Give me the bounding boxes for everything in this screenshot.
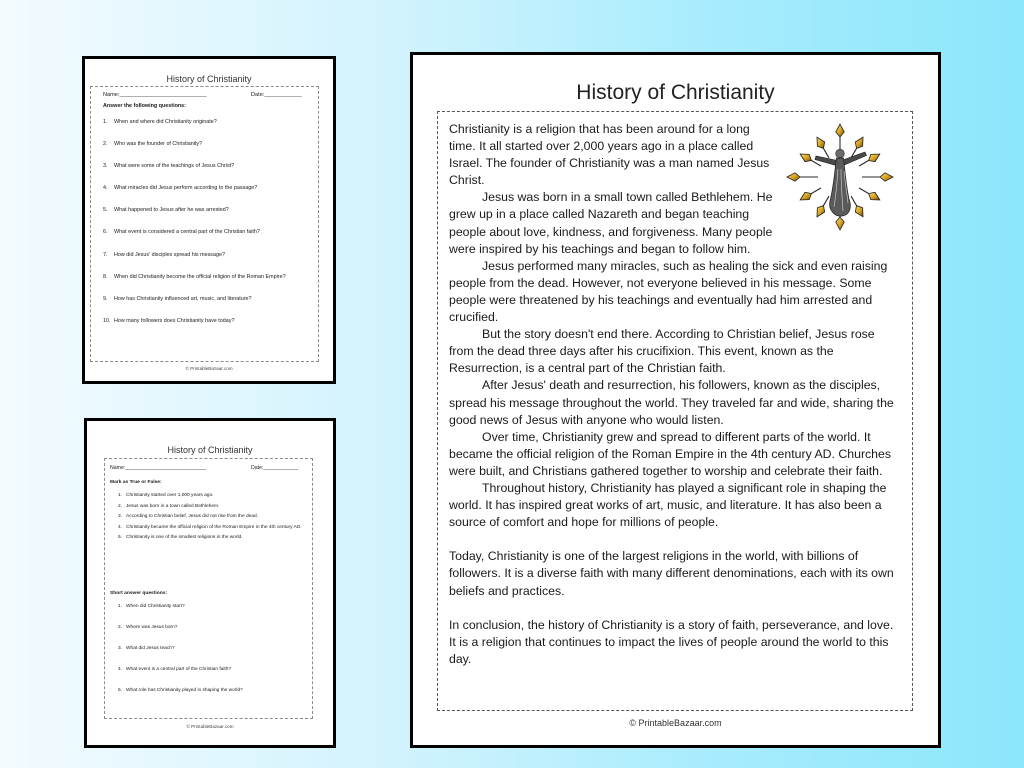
instruction-heading: Answer the following questions: <box>103 103 186 109</box>
item-number: 4. <box>118 667 123 672</box>
reading-passage-sheet[interactable] <box>410 52 941 748</box>
worksheet-footer-credit: © PrintableBazaar.com <box>186 724 234 729</box>
true-false-heading: Mark as True or False: <box>110 480 162 485</box>
question-number: 6. <box>103 229 108 236</box>
item-text: Christianity started over 1,000 years ago. <box>126 493 214 498</box>
question-text: How did Jesus' disciples spread his message? <box>114 251 225 258</box>
question-text: What were some of the teachings of Jesus Christ? <box>114 163 235 170</box>
christ-starburst-icon <box>779 121 901 233</box>
worksheet-questions-thumbnail[interactable] <box>82 56 336 384</box>
question-number: 3. <box>103 163 108 170</box>
item-text: Christianity is one of the smallest religions in the world. <box>126 535 243 540</box>
item-text: According to Christian belief, Jesus did not rise from the dead. <box>126 514 258 519</box>
question-number: 10. <box>103 317 111 324</box>
question-item <box>103 184 315 206</box>
question-item <box>103 273 315 295</box>
item-text: When did Christianity start? <box>126 604 185 609</box>
question-text: How many followers does Christianity have today? <box>114 317 235 324</box>
worksheet-footer-credit: © PrintableBazaar.com <box>185 366 233 371</box>
item-number: 4. <box>118 524 123 530</box>
short-answer-item <box>118 603 304 624</box>
true-false-item <box>118 502 304 513</box>
item-number: 3. <box>118 646 123 651</box>
short-answer-list <box>118 603 304 708</box>
date-field-label: Date:____________ <box>251 465 299 471</box>
short-answer-heading: Short answer questions: <box>110 591 168 596</box>
question-item <box>103 295 315 317</box>
passage-paragraph: Over time, Christianity grew and spread to different parts of the world. It became the official religion of the Roman Empire in the 4th century AD. Churches were built, and Christians gathered together to worship and celebrate their faith. <box>449 429 892 478</box>
passage-paragraph: After Jesus' death and resurrection, his followers, known as the disciples, spread his message throughout the world. They traveled far and wide, sharing the good news of Jesus with anyone who would listen. <box>449 378 894 427</box>
true-false-item <box>118 533 304 544</box>
item-number: 1. <box>118 493 123 498</box>
item-number: 5. <box>118 688 123 693</box>
worksheet-title: History of Christianity <box>167 445 253 455</box>
question-number: 2. <box>103 141 108 148</box>
short-answer-item <box>118 624 304 645</box>
worksheet-true-false-thumbnail[interactable] <box>84 418 336 748</box>
item-text: What event is a central part of the Christian faith? <box>126 667 232 672</box>
worksheet-content-box <box>90 86 319 362</box>
question-text: What happened to Jesus after he was arrested? <box>114 207 229 214</box>
question-item <box>103 251 315 273</box>
item-number: 2. <box>118 503 123 509</box>
worksheet-content-box <box>104 458 313 719</box>
true-false-list <box>118 491 304 544</box>
question-text: When and where did Christianity originate? <box>114 119 217 125</box>
question-item <box>103 206 315 228</box>
passage-paragraph: Jesus was born in a small town called Bethlehem. He grew up in a place called Nazareth and began teaching people about love, kindness, and forgiveness. Many people were inspired by his teachings and began to follow him. <box>449 190 773 256</box>
true-false-item <box>118 512 304 523</box>
item-text: Where was Jesus born? <box>126 625 178 630</box>
question-text: Who was the founder of Christianity? <box>114 141 203 148</box>
item-number: 5. <box>118 535 123 540</box>
date-field-label: Date:____________ <box>251 92 302 98</box>
question-text: When did Christianity become the official religion of the Roman Empire? <box>114 273 286 280</box>
question-number: 9. <box>103 295 108 302</box>
passage-paragraph: Throughout history, Christianity has played a significant role in shaping the world. It has inspired great works of art, music, and literature. It has also been a source of comfort and hope for millions of people. <box>449 480 887 530</box>
worksheet-title: History of Christianity <box>166 74 252 84</box>
question-item <box>103 140 315 162</box>
question-list <box>103 118 315 339</box>
question-text: What miracles did Jesus perform according to the passage? <box>114 185 258 192</box>
item-number: 2. <box>118 625 123 630</box>
short-answer-item <box>118 666 304 687</box>
true-false-item <box>118 523 304 534</box>
passage-paragraph: Today, Christianity is one of the largest religions in the world, with billions of followers. It is a diverse faith with many different denominations, each with its own beliefs and practices. <box>449 549 894 598</box>
question-item <box>103 317 315 339</box>
item-number: 3. <box>118 514 123 519</box>
item-text: What role has Christianity played in shaping the world? <box>126 688 243 693</box>
item-text: Jesus was born in a town called Bethlehem. <box>126 503 220 509</box>
question-item <box>103 162 315 184</box>
reading-passage-box <box>437 111 913 711</box>
question-number: 5. <box>103 207 108 214</box>
passage-paragraph: In conclusion, the history of Christianity is a story of faith, perseverance, and love. It is a religion that continues to impact the lives of people around the world to this day. <box>449 617 894 666</box>
name-field-label: Name:____________________________ <box>110 465 207 471</box>
short-answer-item <box>118 645 304 666</box>
item-text: Christianity became the official religion of the Roman Empire in the 4th century AD. <box>126 524 302 530</box>
footer-credit: © PrintableBazaar.com <box>629 718 722 728</box>
question-item <box>103 118 315 140</box>
question-item <box>103 228 315 250</box>
passage-paragraph: Christianity is a religion that has been around for a long time. It all started over 2,000 years ago in a place called Israel. The founder of Christianity was a man named Jesus Christ. <box>449 122 770 188</box>
short-answer-item <box>118 687 304 708</box>
question-number: 1. <box>103 119 108 125</box>
item-text: What did Jesus teach? <box>126 646 175 651</box>
name-field-label: Name:____________________________ <box>103 92 207 98</box>
page-title: History of Christianity <box>576 81 775 104</box>
passage-paragraph: But the story doesn't end there. According to Christian belief, Jesus rose from the dead three days after his crucifixion. This event, known as the Resurrection, is a central part of the Christian faith. <box>449 327 875 376</box>
passage-paragraph: Jesus performed many miracles, such as healing the sick and even raising people from the dead. However, not everyone believed in his message. Some people were threatened by his teachings and eventually had him arrested and crucified. <box>449 258 888 325</box>
question-text: How has Christianity influenced art, music, and literature? <box>114 295 252 302</box>
item-number: 1. <box>118 604 123 609</box>
question-number: 8. <box>103 273 108 280</box>
true-false-item <box>118 491 304 502</box>
question-number: 7. <box>103 251 108 258</box>
question-text: What event is considered a central part of the Christian faith? <box>114 229 260 236</box>
question-number: 4. <box>103 185 108 192</box>
